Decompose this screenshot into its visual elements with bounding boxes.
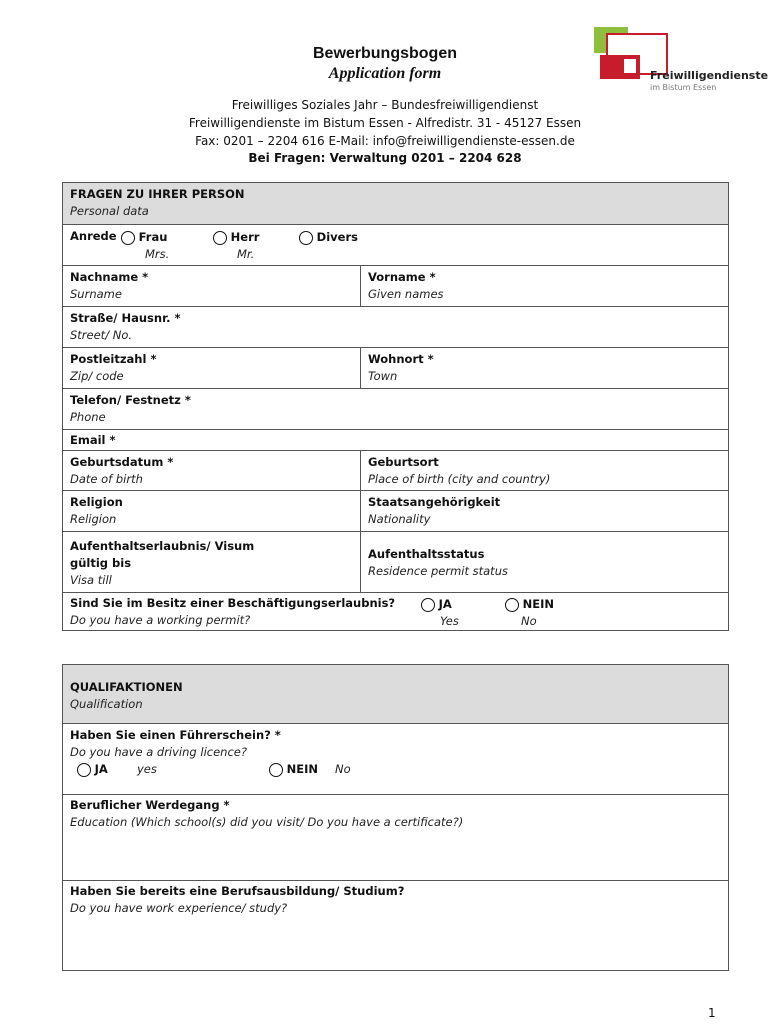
nationality-field[interactable]: Staatsangehörigkeit Nationality [368, 495, 501, 526]
salutation-label: Anrede [70, 229, 117, 243]
radio-licence-no[interactable] [269, 763, 283, 777]
radio-permit-yes[interactable] [421, 598, 435, 612]
radio-licence-yes[interactable] [77, 763, 91, 777]
licence-question-en: Do you have a driving licence? [70, 745, 247, 759]
logo-name: Freiwilligendienste [650, 69, 769, 82]
street-field[interactable]: Straße/ Hausnr. * Street/ No. [63, 306, 728, 347]
section-header [63, 183, 728, 224]
option-divers[interactable]: Divers [299, 229, 358, 246]
licence-yes-en: yes [137, 762, 157, 776]
driving-licence-row [63, 723, 728, 794]
logo-subtitle: im Bistum Essen [650, 83, 717, 92]
religion-field[interactable]: Religion Religion [63, 491, 361, 531]
address-row [63, 347, 728, 388]
program-line: Freiwilliges Soziales Jahr – Bundesfreiwilligendienst [231, 98, 539, 112]
licence-question: Haben Sie einen Führerschein? * [70, 728, 281, 742]
radio-divers[interactable] [299, 231, 313, 245]
surname-field[interactable]: Nachname * Surname [63, 266, 361, 306]
personal-data-section [62, 182, 729, 631]
training-field[interactable]: Haben Sie bereits eine Berufsausbildung/ Studium? Do you have work experience/ study? [63, 880, 728, 970]
licence-no-en: No [335, 762, 351, 776]
religion-row [63, 490, 728, 531]
work-permit-row [63, 592, 728, 630]
name-row [63, 265, 728, 306]
visa-row [63, 531, 728, 592]
option-frau[interactable]: Frau [121, 229, 167, 246]
section-header [63, 665, 728, 723]
frau-en: Mrs. [145, 247, 170, 261]
permit-no-en: No [521, 614, 537, 628]
work-permit-question-en: Do you have a working permit? [70, 613, 251, 627]
town-field[interactable]: Wohnort * Town [368, 352, 434, 383]
phone-field[interactable]: Telefon/ Festnetz * Phone [63, 388, 728, 429]
section-heading: QUALIFAKTIONEN [70, 680, 183, 694]
option-permit-no[interactable]: NEIN [505, 596, 554, 613]
radio-frau[interactable] [121, 231, 135, 245]
place-of-birth-field[interactable]: Geburtsort Place of birth (city and country) [368, 455, 551, 486]
phone-line: Bei Fragen: Verwaltung 0201 – 2204 628 [248, 151, 522, 165]
section-heading-en: Personal data [70, 204, 149, 218]
address-line: Freiwilligendienste im Bistum Essen - Alfredistr. 31 - 45127 Essen [188, 116, 582, 130]
residence-status-field[interactable]: Aufenthaltsstatus Residence permit status [368, 547, 508, 578]
salutation-row [63, 224, 728, 265]
radio-permit-no[interactable] [505, 598, 519, 612]
herr-en: Mr. [237, 247, 255, 261]
date-of-birth-field[interactable]: Geburtsdatum * Date of birth [63, 451, 361, 490]
visa-field[interactable]: Aufenthaltserlaubnis/ Visum gültig bis Visa till [63, 532, 361, 592]
email-field[interactable]: Email * [63, 429, 728, 450]
option-licence-no[interactable]: NEIN [269, 761, 318, 778]
birth-row [63, 450, 728, 490]
career-field[interactable]: Beruflicher Werdegang * Education (Which school(s) did you visit/ Do you have a certificate?) [63, 794, 728, 880]
section-heading: FRAGEN ZU IHRER PERSON [70, 187, 245, 201]
page-number: 1 [708, 1006, 716, 1020]
option-licence-yes[interactable]: JA [77, 761, 108, 778]
form-subtitle: Application form [328, 65, 442, 82]
qualification-section [62, 664, 729, 971]
option-permit-yes[interactable]: JA [421, 596, 452, 613]
zip-field[interactable]: Postleitzahl * Zip/ code [63, 348, 361, 388]
permit-yes-en: Yes [440, 614, 459, 628]
given-names-field[interactable]: Vorname * Given names [368, 270, 444, 301]
work-permit-question: Sind Sie im Besitz einer Beschäftigungserlaubnis? [70, 596, 396, 610]
contact-line: Fax: 0201 – 2204 616 E-Mail: info@freiwilligendienste-essen.de [195, 134, 575, 148]
radio-herr[interactable] [213, 231, 227, 245]
section-heading-en: Qualification [70, 697, 143, 711]
option-herr[interactable]: Herr [213, 229, 259, 246]
form-title: Bewerbungsbogen [312, 45, 457, 62]
